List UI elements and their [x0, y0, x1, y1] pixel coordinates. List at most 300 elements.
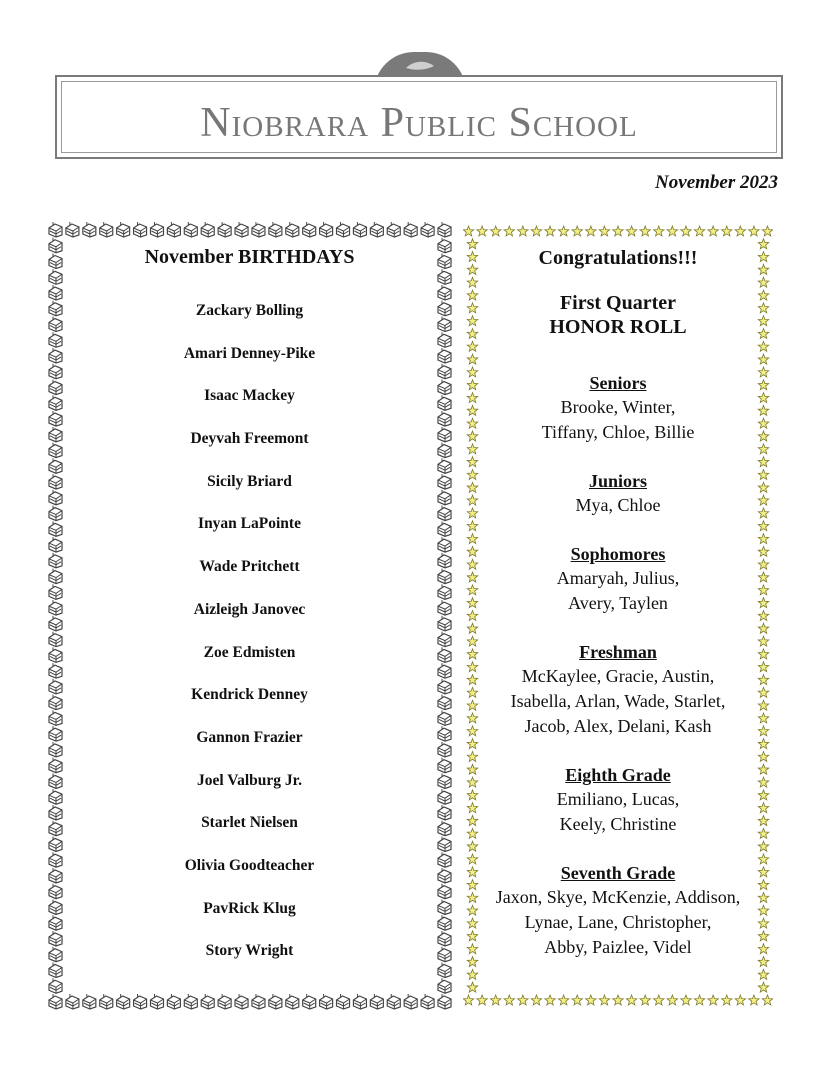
cake-icon	[49, 427, 62, 442]
grade-student-names: McKaylee, Gracie, Austin,	[521, 666, 715, 686]
star-icon	[467, 944, 477, 954]
cake-icon	[438, 899, 451, 914]
cake-icon	[438, 285, 451, 300]
cake-icon	[438, 537, 451, 552]
cake-icon	[49, 978, 62, 993]
star-icon	[467, 828, 477, 838]
star-icon	[599, 226, 609, 236]
star-icon	[758, 982, 768, 992]
star-icon	[758, 457, 768, 467]
star-icon	[467, 546, 477, 556]
cake-icon	[235, 222, 248, 237]
cake-icon	[269, 994, 282, 1009]
cake-icon	[83, 222, 96, 237]
star-icon	[667, 995, 677, 1005]
cake-icon	[100, 994, 113, 1009]
star-icon	[467, 662, 477, 672]
cake-icon	[438, 852, 451, 867]
birthday-name: Zackary Bolling	[195, 302, 304, 319]
star-icon	[758, 828, 768, 838]
cake-icon	[49, 616, 62, 631]
cake-icon	[49, 443, 62, 458]
star-icon	[467, 252, 477, 262]
star-icon	[467, 303, 477, 313]
grade-student-names: Jaxon, Skye, McKenzie, Addison,	[495, 887, 741, 907]
cake-icon	[421, 994, 434, 1009]
cake-icon	[303, 222, 316, 237]
cake-icon	[49, 301, 62, 316]
birthday-name: Wade Pritchett	[199, 558, 300, 576]
cake-icon	[49, 994, 62, 1009]
star-icon	[758, 892, 768, 902]
star-icon	[467, 380, 477, 390]
school-name: Niobrara Public School	[200, 100, 638, 146]
star-icon	[758, 393, 768, 403]
star-icon	[467, 764, 477, 774]
cake-icon	[49, 663, 62, 678]
cake-icon	[438, 915, 451, 930]
cake-icon	[303, 994, 316, 1009]
cake-icon	[387, 994, 400, 1009]
cake-icon	[49, 285, 62, 300]
cake-icon	[83, 994, 96, 1009]
cake-icon	[49, 317, 62, 332]
cake-icon	[49, 931, 62, 946]
cake-icon	[49, 647, 62, 662]
star-icon	[758, 290, 768, 300]
grade-list	[481, 371, 755, 960]
star-icon	[586, 226, 596, 236]
cake-icon	[438, 569, 451, 584]
grade-block	[481, 640, 755, 739]
star-icon	[467, 623, 477, 633]
cake-icon	[438, 710, 451, 725]
cake-icon	[117, 222, 130, 237]
star-icon	[758, 329, 768, 339]
grade-student-names: Keely, Christine	[559, 814, 677, 834]
cake-icon	[49, 506, 62, 521]
cake-icon	[49, 569, 62, 584]
cake-icon	[438, 411, 451, 426]
star-icon	[758, 905, 768, 915]
star-icon	[708, 226, 718, 236]
star-icon	[463, 995, 473, 1005]
star-icon	[467, 239, 477, 249]
star-icon	[467, 354, 477, 364]
cake-icon	[49, 474, 62, 489]
cake-icon	[438, 978, 451, 993]
star-icon	[735, 226, 745, 236]
star-icon	[758, 867, 768, 877]
star-icon	[758, 777, 768, 787]
star-icon	[694, 226, 704, 236]
star-icon	[467, 841, 477, 851]
birthday-name: Isaac Mackey	[204, 387, 295, 405]
star-icon	[758, 495, 768, 505]
star-icon	[467, 367, 477, 377]
birthday-name: Olivia Goodteacher	[184, 856, 315, 874]
star-icon	[467, 585, 477, 595]
star-icon	[758, 957, 768, 967]
star-icon	[758, 354, 768, 364]
cake-icon	[438, 332, 451, 347]
grade-block	[481, 469, 755, 518]
star-icon	[467, 470, 477, 480]
cake-icon	[438, 868, 451, 883]
cake-icon	[49, 742, 62, 757]
star-icon	[758, 726, 768, 736]
star-icon	[467, 611, 477, 621]
cake-icon	[167, 222, 180, 237]
star-icon	[758, 239, 768, 249]
star-icon	[758, 521, 768, 531]
star-icon	[681, 226, 691, 236]
cake-icon	[184, 222, 197, 237]
honor-roll-title-line2: HONOR ROLL	[549, 316, 687, 338]
cake-icon	[438, 947, 451, 962]
star-icon	[531, 226, 541, 236]
star-icon	[681, 995, 691, 1005]
star-icon	[467, 803, 477, 813]
star-icon	[477, 995, 487, 1005]
star-icon	[467, 329, 477, 339]
cake-icon	[66, 222, 79, 237]
cake-icon	[49, 962, 62, 977]
star-icon	[467, 816, 477, 826]
cake-icon	[438, 679, 451, 694]
star-icon	[599, 995, 609, 1005]
cake-icon	[49, 915, 62, 930]
star-icon	[467, 969, 477, 979]
star-icon	[545, 995, 555, 1005]
star-icon	[518, 226, 528, 236]
cake-icon	[421, 222, 434, 237]
cake-icon	[49, 679, 62, 694]
star-icon	[467, 572, 477, 582]
cake-icon	[49, 884, 62, 899]
cake-icon	[438, 616, 451, 631]
cake-icon	[49, 773, 62, 788]
grade-heading: Juniors	[588, 471, 648, 491]
cake-icon	[184, 994, 197, 1009]
cake-icon	[438, 348, 451, 363]
cake-icon	[49, 805, 62, 820]
cake-icon	[438, 632, 451, 647]
cake-icon	[49, 348, 62, 363]
star-icon	[467, 431, 477, 441]
cake-icon	[438, 443, 451, 458]
grade-student-names: Isabella, Arlan, Wade, Starlet,	[510, 691, 726, 711]
star-icon	[467, 687, 477, 697]
star-icon	[467, 444, 477, 454]
grade-student-names: Emiliano, Lucas,	[556, 789, 680, 809]
cake-icon	[438, 758, 451, 773]
cake-icon	[49, 553, 62, 568]
star-icon	[467, 508, 477, 518]
star-icon	[758, 559, 768, 569]
birthday-name: Sicily Briard	[207, 472, 292, 490]
star-icon	[467, 854, 477, 864]
cake-icon	[134, 222, 147, 237]
star-icon	[572, 995, 582, 1005]
cake-icon	[438, 821, 451, 836]
grade-student-names: Mya, Chloe	[575, 495, 661, 515]
star-icon	[758, 482, 768, 492]
star-icon	[758, 713, 768, 723]
cake-icon	[438, 836, 451, 851]
cake-icon	[438, 395, 451, 410]
star-icon	[758, 687, 768, 697]
star-icon	[758, 918, 768, 928]
cake-icon	[438, 773, 451, 788]
cake-icon	[49, 269, 62, 284]
star-icon	[467, 277, 477, 287]
star-icon	[758, 662, 768, 672]
cake-icon	[438, 994, 451, 1009]
grade-block	[481, 861, 755, 960]
star-icon	[467, 521, 477, 531]
cake-icon	[49, 380, 62, 395]
cake-icon	[49, 695, 62, 710]
star-icon	[467, 405, 477, 415]
star-icon	[708, 995, 718, 1005]
cake-icon	[201, 222, 214, 237]
birthday-name: Story Wright	[205, 942, 294, 960]
star-icon	[758, 764, 768, 774]
star-icon	[758, 431, 768, 441]
star-icon	[758, 546, 768, 556]
star-icon	[758, 790, 768, 800]
grade-student-names: Lynae, Lane, Christopher,	[524, 912, 712, 932]
star-icon	[467, 726, 477, 736]
cake-icon	[387, 222, 400, 237]
cake-icon	[49, 537, 62, 552]
grade-heading: Seventh Grade	[560, 863, 676, 883]
birthday-name: Zoe Edmisten	[203, 643, 296, 661]
star-icon	[749, 995, 759, 1005]
cake-icon	[438, 647, 451, 662]
cake-icon	[235, 994, 248, 1009]
cake-icon	[252, 222, 265, 237]
cake-icon	[337, 222, 350, 237]
cake-icon	[438, 742, 451, 757]
cake-icon	[438, 962, 451, 977]
newsletter-date: November 2023	[655, 172, 778, 193]
cake-icon	[438, 506, 451, 521]
grade-student-names: Jacob, Alex, Delani, Kash	[524, 716, 712, 736]
star-icon	[558, 995, 568, 1005]
star-icon	[654, 995, 664, 1005]
cake-icon	[49, 222, 62, 237]
cake-icon	[286, 994, 299, 1009]
cake-icon	[353, 222, 366, 237]
star-icon	[467, 931, 477, 941]
star-icon	[467, 598, 477, 608]
cake-icon	[438, 553, 451, 568]
cake-icon	[353, 994, 366, 1009]
star-icon	[667, 226, 677, 236]
star-icon	[467, 713, 477, 723]
cake-icon	[337, 994, 350, 1009]
star-icon	[758, 316, 768, 326]
grade-heading: Sophomores	[570, 544, 666, 564]
birthday-name: Gannon Frazier	[196, 728, 303, 746]
cake-icon	[404, 994, 417, 1009]
star-icon	[613, 995, 623, 1005]
cake-icon	[320, 222, 333, 237]
star-icon	[467, 649, 477, 659]
cake-icon	[49, 395, 62, 410]
birthdays-panel	[47, 222, 452, 1010]
birthday-name: Kendrick Denney	[191, 686, 308, 704]
birthday-name: Amari Denney-Pike	[183, 344, 316, 362]
cake-icon	[438, 663, 451, 678]
cake-icon	[370, 222, 383, 237]
star-icon	[758, 880, 768, 890]
star-icon	[626, 995, 636, 1005]
cake-icon	[438, 427, 451, 442]
cake-icon	[438, 458, 451, 473]
star-icon	[490, 226, 500, 236]
cake-icon	[438, 695, 451, 710]
star-icon	[467, 636, 477, 646]
cake-icon	[438, 301, 451, 316]
cake-icon	[218, 994, 231, 1009]
star-icon	[467, 918, 477, 928]
star-icon	[467, 751, 477, 761]
star-icon	[762, 226, 772, 236]
cake-icon	[404, 222, 417, 237]
birthday-name: Starlet Nielsen	[201, 814, 298, 832]
cake-icon	[320, 994, 333, 1009]
star-icon	[758, 508, 768, 518]
star-icon	[758, 751, 768, 761]
cake-icon	[49, 364, 62, 379]
grade-block	[481, 542, 755, 616]
honor-roll-title-line1: First Quarter	[559, 292, 677, 314]
cake-icon	[49, 411, 62, 426]
cake-icon	[66, 994, 79, 1009]
star-icon	[758, 572, 768, 582]
star-icon	[504, 226, 514, 236]
cake-icon	[438, 474, 451, 489]
star-icon	[758, 931, 768, 941]
cake-icon	[49, 789, 62, 804]
star-icon	[758, 598, 768, 608]
cake-icon	[49, 852, 62, 867]
cake-icon	[218, 222, 231, 237]
cake-icon	[100, 222, 113, 237]
star-icon	[467, 700, 477, 710]
star-icon	[758, 623, 768, 633]
star-icon	[758, 969, 768, 979]
star-icon	[758, 303, 768, 313]
star-icon	[467, 675, 477, 685]
star-icon	[613, 226, 623, 236]
star-icon	[467, 867, 477, 877]
star-icon	[467, 341, 477, 351]
cake-icon	[49, 758, 62, 773]
star-icon	[758, 700, 768, 710]
star-icon	[758, 341, 768, 351]
birthday-name: Aizleigh Janovec	[193, 600, 306, 618]
star-icon	[467, 457, 477, 467]
star-icon	[467, 905, 477, 915]
star-icon	[722, 226, 732, 236]
cake-icon	[438, 222, 451, 237]
cake-icon	[269, 222, 282, 237]
star-icon	[477, 226, 487, 236]
star-icon	[758, 277, 768, 287]
grade-student-names: Avery, Taylen	[568, 593, 668, 613]
cake-icon	[438, 490, 451, 505]
star-icon	[749, 226, 759, 236]
star-icon	[758, 816, 768, 826]
star-icon	[758, 944, 768, 954]
cake-icon	[49, 726, 62, 741]
star-icon	[467, 957, 477, 967]
cake-icon	[286, 222, 299, 237]
honor-roll-content	[481, 246, 755, 960]
grade-heading: Freshman	[579, 642, 657, 662]
grade-student-names: Tiffany, Chloe, Billie	[541, 422, 695, 442]
cake-icon	[150, 222, 163, 237]
star-icon	[758, 675, 768, 685]
birthday-name: Inyan LaPointe	[198, 515, 301, 533]
star-icon	[758, 534, 768, 544]
star-icon	[758, 470, 768, 480]
grade-heading: Seniors	[589, 373, 647, 393]
birthday-list	[77, 302, 422, 985]
star-icon	[463, 226, 473, 236]
star-icon	[758, 841, 768, 851]
star-icon	[694, 995, 704, 1005]
star-icon	[758, 405, 768, 415]
cake-icon	[438, 931, 451, 946]
star-icon	[758, 611, 768, 621]
star-icon	[467, 534, 477, 544]
star-icon	[758, 418, 768, 428]
star-icon	[758, 649, 768, 659]
star-icon	[467, 393, 477, 403]
star-icon	[467, 880, 477, 890]
cake-icon	[49, 332, 62, 347]
cake-icon	[49, 868, 62, 883]
cake-icon	[117, 994, 130, 1009]
congrats-heading: Congratulations!!!	[538, 247, 698, 269]
star-icon	[626, 226, 636, 236]
cake-icon	[49, 710, 62, 725]
cake-icon	[49, 836, 62, 851]
star-icon	[640, 226, 650, 236]
cake-icon	[134, 994, 147, 1009]
cake-icon	[438, 269, 451, 284]
star-icon	[758, 264, 768, 274]
cake-icon	[49, 584, 62, 599]
cake-icon	[438, 317, 451, 332]
cake-icon	[370, 994, 383, 1009]
birthday-name: Deyvah Freemont	[190, 430, 309, 448]
star-icon	[758, 636, 768, 646]
birthday-name: PavRick Klug	[203, 899, 296, 917]
star-icon	[467, 559, 477, 569]
grade-block	[481, 763, 755, 837]
star-icon	[758, 585, 768, 595]
grade-student-names: Abby, Paizlee, Videl	[544, 937, 692, 957]
cake-icon	[150, 994, 163, 1009]
cake-icon	[201, 994, 214, 1009]
star-icon	[467, 316, 477, 326]
